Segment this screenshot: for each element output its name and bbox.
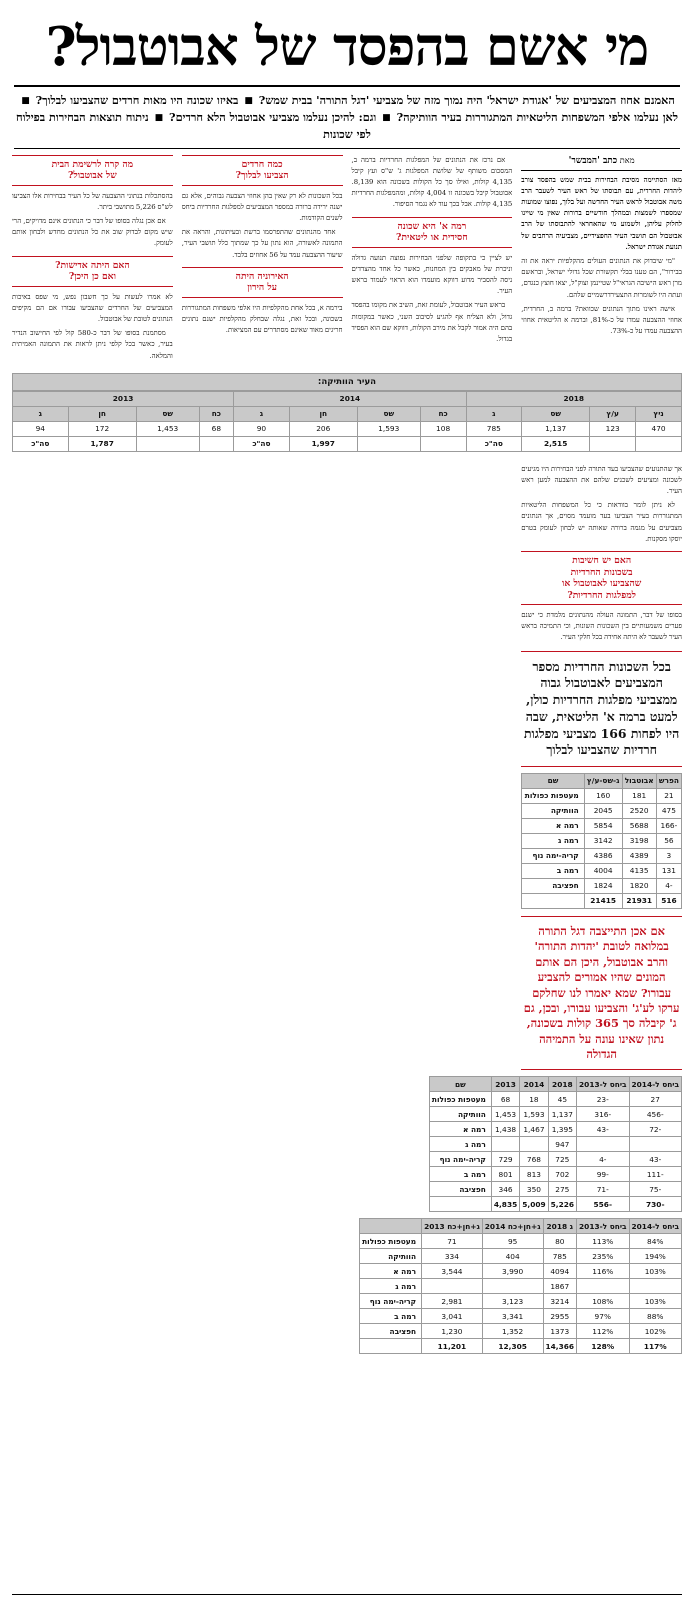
subhead-line-2: חסידית או ליטאית?: [396, 232, 468, 244]
cell-empty: [420, 436, 466, 451]
cell: 346: [491, 1182, 519, 1197]
paragraph: אישה ראינו מתוך הנתונים שכוואת? ברמה ב, החרדית, אחוזי ההצבעה עמדו על כ-81%, וברמה א הליטאית אחוזי ההצבעה עמדו על כ-73%.: [521, 304, 682, 336]
row-label: מעטפות כפולות: [429, 1092, 491, 1107]
cell: -23: [577, 1092, 629, 1107]
cell: 2045: [584, 803, 622, 818]
cell: 102%: [629, 1324, 681, 1339]
cell: 3,544: [422, 1264, 483, 1279]
paragraph: יש לציין כי בתקופה שלפני הבחירות נפוצה תנועה גדולה וניכרת של מאבקים בין המחנות, כאשר כל אחד מהצדדים ניסה להסביר מדוע דווקא מועמדו הוא הראוי לעמוד בראש העיר.: [351, 253, 513, 296]
cell-empty: [357, 436, 420, 451]
cell: 21415: [584, 893, 622, 908]
row-label: הוותיקה: [360, 1249, 422, 1264]
row-label: מעטפות כפולות: [522, 788, 584, 803]
table-row: [13, 436, 682, 451]
row-label: רמה א: [429, 1122, 491, 1137]
row-label: רמה ג: [429, 1137, 491, 1152]
cell: 108%: [577, 1294, 629, 1309]
table-row: [360, 1294, 682, 1309]
row-label: רמה ג: [360, 1279, 422, 1294]
year-group-2014: 2014: [234, 391, 466, 406]
cell: 5854: [584, 818, 622, 833]
row-label: [429, 1197, 491, 1212]
cell: 3,341: [482, 1309, 543, 1324]
deck-item-5: ניתוח תוצאות הבחירות בפילוח לפי שכונות: [16, 109, 371, 141]
cell: 3,123: [482, 1294, 543, 1309]
cell: [482, 1279, 543, 1294]
subhead-rama-alef: [352, 217, 513, 248]
cell: 131: [656, 863, 681, 878]
table-row: [522, 863, 682, 878]
masthead: [0, 0, 694, 149]
subhead-line-1: האירוניה היתה: [235, 270, 289, 282]
row-label: הוותיקה: [522, 803, 584, 818]
cell: 21931: [622, 893, 656, 908]
cell: -316: [577, 1107, 629, 1122]
subhead-line-2: ואם כן היכן?: [68, 271, 116, 283]
cell: 768: [520, 1152, 548, 1167]
cell: 3,990: [482, 1264, 543, 1279]
cell: 1,453: [136, 421, 199, 436]
table-row: [522, 788, 682, 803]
cell: 725: [548, 1152, 576, 1167]
table-shas-by-year: [429, 1076, 682, 1212]
pullquote-1: בכל השכונות החרדיות מספר המצביעים לאבוטבול גבוה ממצביעי מפלגות החרדיות כולן, למעט ברמה א' הליטאית, שבה היו לפחות 166 מצביעי מפלגות חרדיות שהצביעו לבלוך: [521, 651, 682, 767]
cell: 172: [68, 421, 136, 436]
col-header: שם: [522, 773, 584, 788]
table-row: [429, 1122, 681, 1137]
page-title: מי אשם בהפסד של אבוטבול?: [45, 16, 649, 78]
col-header: אבוטבול: [622, 773, 656, 788]
deck-separator-icon: ■: [382, 112, 391, 123]
row-label: חפציבה: [522, 878, 584, 893]
byline: [521, 155, 682, 171]
subhead-line-1: רמה א' היא שכונה: [397, 220, 467, 232]
col-label: כח: [199, 406, 234, 421]
cell: 90: [234, 421, 290, 436]
col-header: ביחס ל-2013: [577, 1219, 629, 1234]
subhead-line-1: האם היתה אדישות?: [55, 259, 130, 271]
deck-item-1: האמנם אחוז המצביעים של 'אגודת ישראל' היה נמוך מזה של מצביעי 'דגל התורה' בבית שמש?: [258, 92, 675, 107]
cell: [629, 1279, 681, 1294]
cell: 21: [656, 788, 681, 803]
col-label: כח: [420, 406, 466, 421]
table-row: [429, 1167, 681, 1182]
cell: 1824: [584, 878, 622, 893]
table-row: [360, 1279, 682, 1294]
cell: -4: [656, 878, 681, 893]
table-row: [360, 1219, 682, 1234]
cell: 45: [548, 1092, 576, 1107]
cell: 1867: [543, 1279, 577, 1294]
table-old-city: [12, 373, 682, 452]
total-label: סה"כ: [234, 436, 290, 451]
subhead-line-2: על הירון: [247, 282, 277, 294]
paragraph: מסתמנת בסופו של דבר כ-580 קול לפי החישוב הנדיר בעיר, כאשר בכל קלפי ניתן לראות את התמונה האמיתית והמלאה.: [12, 329, 173, 360]
cell: 5,009: [520, 1197, 548, 1212]
cell: 1,352: [482, 1324, 543, 1339]
table-row: [13, 406, 682, 421]
table-row: [429, 1182, 681, 1197]
cell: -111: [629, 1167, 681, 1182]
photo-frame: [0, 1281, 130, 1601]
footer-rule: [12, 1594, 682, 1595]
table-row: [429, 1197, 681, 1212]
col-label: שס: [357, 406, 420, 421]
cell: 4386: [584, 848, 622, 863]
col-header: ג-שס-ע/ץ: [584, 773, 622, 788]
article-columns: [12, 155, 682, 1361]
row-label: חפציבה: [360, 1324, 422, 1339]
table-percent-wrap: [362, 1218, 682, 1354]
cell: 4,835: [491, 1197, 519, 1212]
cell: [577, 1279, 629, 1294]
cell: 97%: [577, 1309, 629, 1324]
col-header: ג+חן+כח 2014: [482, 1219, 543, 1234]
subhead-line-4: למפלגות החרדיות?: [567, 589, 636, 601]
cell: 3: [656, 848, 681, 863]
paragraph: לא אמרו לעשות על כך חשבון נפש, מי שפס באיכות המצביעים של החרדים שהצביעו עבורו אם הם מקיפים הנתונים לטובת של אבוטבול.: [12, 292, 173, 323]
cell: 404: [482, 1249, 543, 1264]
table-body-t3: [429, 1092, 681, 1212]
col-header: ג+חן+כח 2013: [422, 1219, 483, 1234]
row-label: רמה ב: [522, 863, 584, 878]
cell: 1,395: [548, 1122, 576, 1137]
table-row: [522, 833, 682, 848]
article-body: [0, 149, 694, 1361]
subhead-line-2: הצביעו לבלוך?: [235, 170, 289, 182]
table-row: [360, 1234, 682, 1249]
table-row: [360, 1249, 682, 1264]
paragraph: בכל השכונות לא רק שאין בהן אחוזי הצבעה גבוהים, אלא גם ישנה ירידה ברורה במספר המצביעים למפלגות החרדיות ביחס לשנים הקודמות.: [181, 191, 343, 222]
paragraph: בירמה א, בכל אחת מהקלפיות היו אלפי משפחות המתגוררות בשכונה, ובכל זאת, נגלה שבחלק מהקלפיות ישנם נתונים חריגים מאוד שאינם מסתדרים עם המציאות.: [181, 303, 343, 335]
col-label: ניץ: [636, 406, 682, 421]
paragraph: בסופו של דבר, התמונה העולה מהנתונים מלמדת כי ישנם פערים משמעותיים בין השכונות השונות, וכי התמיכה בראש העיר לשעבר לא היתה אחידה בכל חלקי העיר.: [521, 611, 682, 642]
cell: 181: [622, 788, 656, 803]
table-body-t4: [360, 1234, 682, 1354]
cell: 470: [636, 421, 682, 436]
col-label: ע/ץ: [590, 406, 636, 421]
cell: 813: [520, 1167, 548, 1182]
table-body-t2: [522, 788, 682, 908]
table-party-vs-abutbul: [521, 773, 682, 909]
table-old-city-wrap: [12, 368, 682, 457]
cell: 5,226: [548, 1197, 576, 1212]
deck-separator-icon: ■: [21, 95, 30, 106]
cell: -43: [629, 1152, 681, 1167]
cell: -72: [629, 1122, 681, 1137]
table-row: [13, 391, 682, 406]
col-label: ג: [13, 406, 69, 421]
cell: 475: [656, 803, 681, 818]
cell: 160: [584, 788, 622, 803]
row-label: חפציבה: [429, 1182, 491, 1197]
cell: 785: [466, 421, 522, 436]
cell: 729: [491, 1152, 519, 1167]
row-label: רמה א: [522, 818, 584, 833]
col-header: שם: [429, 1077, 491, 1092]
cell: 801: [491, 1167, 519, 1182]
deck-summary: [14, 87, 680, 148]
cell: 116%: [577, 1264, 629, 1279]
table-row: [522, 803, 682, 818]
cell: 1820: [622, 878, 656, 893]
col-label: חן: [68, 406, 136, 421]
cell: 516: [656, 893, 681, 908]
table-row: [360, 1264, 682, 1279]
cell: 235%: [577, 1249, 629, 1264]
cell: 2,981: [422, 1294, 483, 1309]
deck-separator-icon: ■: [244, 95, 253, 106]
cell: 3214: [543, 1294, 577, 1309]
row-label: [360, 1339, 422, 1354]
col-label: ג: [466, 406, 522, 421]
cell: 14,366: [543, 1339, 577, 1354]
cell: 113%: [577, 1234, 629, 1249]
byline-prefix: מאת: [619, 154, 635, 165]
table-old-city-title: העיר הוותיקה:: [12, 373, 682, 391]
cell: 1,467: [520, 1122, 548, 1137]
row-label: רמה א: [360, 1264, 422, 1279]
col-label: ג: [234, 406, 290, 421]
cell: 947: [548, 1137, 576, 1152]
cell: 5688: [622, 818, 656, 833]
col-header: 2018: [548, 1077, 576, 1092]
table-row: [429, 1107, 681, 1122]
cell: 12,305: [482, 1339, 543, 1354]
table-shas-by-year-wrap: [431, 1076, 682, 1212]
col-label: חן: [289, 406, 357, 421]
cell: 71: [422, 1234, 483, 1249]
cell: 18: [520, 1092, 548, 1107]
subhead-abutbul-list: [12, 155, 173, 186]
col-header: ביחס ל-2013: [577, 1077, 629, 1092]
table-row: [522, 818, 682, 833]
col-header: ביחס ל-2014: [629, 1219, 681, 1234]
cell: 206: [289, 421, 357, 436]
cell: 68: [199, 421, 234, 436]
subhead-line-1: כמה חרדים: [241, 158, 283, 170]
cell: [577, 1137, 629, 1152]
row-label: קריה-ימה נוף: [522, 848, 584, 863]
cell: [520, 1137, 548, 1152]
paragraph: בהסתכלות בנתוני ההצבעה של כל העיר בבחירות אלו הצביעו לש"ס 5,226 מתושבי ביתר.: [12, 191, 173, 211]
cell: 4389: [622, 848, 656, 863]
cell: 108: [420, 421, 466, 436]
row-label: [522, 893, 584, 908]
cell: 4135: [622, 863, 656, 878]
cell: 103%: [629, 1264, 681, 1279]
cell: 1,137: [522, 421, 590, 436]
table-row: [522, 893, 682, 908]
paragraph: אך שהתנועים שהצביעו בעד התורה לפני הבחירות היו מגיעים לשכונה ומציעים לשכנים שלהם את ההצבעה למען ראש העיר.: [521, 464, 682, 496]
deck-item-4: וגם: להיכן נעלמו מצביעי אבוטבול הלא חרדים?: [169, 109, 377, 124]
row-label: קריה-ימה נוף: [429, 1152, 491, 1167]
cell: 128%: [577, 1339, 629, 1354]
cell: 4004: [584, 863, 622, 878]
col-header: [360, 1219, 422, 1234]
cell: 84%: [629, 1234, 681, 1249]
cell: 1,438: [491, 1122, 519, 1137]
cell: 94: [13, 421, 69, 436]
paragraph: בראש העיר אבוטבול, לעומת זאת, השיב את מקומו בהפסד גדול, ולא הצליח אף להגיע לסיבוב השני, כאשר במקומות בהם היה אמור לקבל את מירב הקולות, דווקא שם הוא הפסיד בגדול.: [351, 301, 513, 343]
col-header: 2014: [520, 1077, 548, 1092]
subhead-apathy: [12, 256, 173, 287]
deck-separator-icon: ■: [154, 112, 164, 123]
subhead-line-1: האם יש חשיבות: [572, 555, 632, 566]
cell: 80: [543, 1234, 577, 1249]
cell: 1,137: [548, 1107, 576, 1122]
table-row: [522, 848, 682, 863]
cell: 88%: [629, 1309, 681, 1324]
row-label: רמה ג: [522, 833, 584, 848]
cell: 68: [491, 1092, 519, 1107]
table-row: [429, 1152, 681, 1167]
cell: 350: [520, 1182, 548, 1197]
cell: [422, 1279, 483, 1294]
cell: -556: [577, 1197, 629, 1212]
table-row: [522, 878, 682, 893]
table-row: [360, 1309, 682, 1324]
col-header: ג 2018: [543, 1219, 577, 1234]
cell: 103%: [629, 1294, 681, 1309]
year-group-2013: 2013: [13, 391, 234, 406]
paragraph: "מי שיבדוק את הנתונים העולים מהקלפיות יראה את זה בבירור", הם טענו בבלי תקשורת שכל גדולי ישראל, ובראשם מרן ראש הישיבה הגראי"ל שטיינמן וצוק"ל, יצאו חוצץ כנגדם, ועתה היו לשומרות התצעירדרשמיים שלהם.: [521, 256, 682, 299]
row-label: הוותיקה: [429, 1107, 491, 1122]
cell: -99: [577, 1167, 629, 1182]
paragraph: אחד מהנתונים שהתפרסמו ברשת ובעיתונות, והראה את התמונה לאשורה, הוא נתון על כך שמתוך כלל תושבי העיר, שיעור ההצבעה עמד על 56 אחוזים בלבד.: [181, 228, 343, 259]
cell: 123: [590, 421, 636, 436]
table-party-vs-abutbul-wrap: [521, 773, 682, 909]
table-row: [13, 421, 682, 436]
col-label: שס: [522, 406, 590, 421]
pullquote-2: אם אכן התייצבה דגל התורה במלואה לטובת 'יהדות התורה' והרב אבוטבול, היכן הם אותם המונים שהיו אמורים להצביע עבורו? שמא יאמרו לנו שחלקם ערקו לע'ג' והצביעו עבורו, ובכן, גם ג' קיבלה סך 365 קולות בשכונה, נתון שאינו עונה על התמיהה הגדולה: [521, 916, 682, 1071]
cell: 275: [548, 1182, 576, 1197]
deck-item-3: לאן נעלמו אלפי המשפחות הליטאיות המתגוררות בעיר הוותיקה?: [396, 109, 678, 124]
row-label: מעטפות כפולות: [360, 1234, 422, 1249]
cell-empty: [136, 436, 199, 451]
cell: -730: [629, 1197, 681, 1212]
deck-item-2: באיזו שכונה היו מאות חרדים שהצביעו לבלוך?: [35, 92, 239, 107]
cell: 2955: [543, 1309, 577, 1324]
cell: 11,201: [422, 1339, 483, 1354]
cell-empty: [636, 436, 682, 451]
cell: [629, 1137, 681, 1152]
table-row: [429, 1077, 681, 1092]
row-label: רמה ב: [360, 1309, 422, 1324]
table-row: [360, 1339, 682, 1354]
paragraph: מאז הסתיימה מסיבת הבחירות בבית שמש בהפסד צורב ליהדות החרדית, עם תבוסתו של ראש העיר לשעבר הרב משה אבוטבול לראש העיר החדשה ועל בלוך, נפוצו שמועות שמספרו לשמצות ובמהלך חודשיים ברורות שאין מי שיינו לחלוק עליהן, ולשמוע מי שהאחראי להתבוסתו של הרב אבוטבול הם תושבי העיר החפצידיים, מצביעיה הרחבים של תנועת אגודת ישראל.: [521, 175, 682, 251]
col-header: 2013: [491, 1077, 519, 1092]
table-row: [429, 1137, 681, 1152]
subhead-importance: [521, 551, 682, 605]
total-label: סה"כ: [13, 436, 69, 451]
cell: 194%: [629, 1249, 681, 1264]
cell: 2520: [622, 803, 656, 818]
cell: 27: [629, 1092, 681, 1107]
paragraph: אם אכן נגלה בסופו של דבר כי הנתונים אינם מדויקים, הרי שיש מקום לבדוק שוב את כל הנתונים מחדש ולבחון אותם לעומק.: [12, 217, 173, 248]
subhead-line-2: של אבוטבול?: [68, 170, 117, 182]
cell: -166: [656, 818, 681, 833]
cell: 112%: [577, 1324, 629, 1339]
cell: 3142: [584, 833, 622, 848]
total-label: סה"כ: [466, 436, 522, 451]
cell: 785: [543, 1249, 577, 1264]
cell: 334: [422, 1249, 483, 1264]
table-row: [429, 1092, 681, 1107]
total-2013: 1,787: [68, 436, 136, 451]
cell: -43: [577, 1122, 629, 1137]
table-row: [360, 1324, 682, 1339]
total-2014: 1,997: [289, 436, 357, 451]
cell-empty: [590, 436, 636, 451]
paragraph: לא ניתן לומר בוודאות כי כל המשפחות הליטאיות המתגוררות בעיר הצביעו בעד מועמד מסוים, אך הנתונים מצביעים על מגמה ברורה שאותה יש לבחון לעומק בטרם יוסקו מסקנות.: [521, 501, 682, 543]
cell: 4094: [543, 1264, 577, 1279]
cell: 1,453: [491, 1107, 519, 1122]
subhead-line-2: בשכונות החרדיות: [570, 566, 633, 578]
cell: 56: [656, 833, 681, 848]
table-row: [522, 773, 682, 788]
cell: 702: [548, 1167, 576, 1182]
cell: 117%: [629, 1339, 681, 1354]
cell: 1373: [543, 1324, 577, 1339]
paragraph: אם נרכז את הנתונים של המפלגות החרדיות ברמה ב, המסכום משותף של שלושת המפלגות ג' ש"ס ועץ קיבל 4,135 קולות, ואילו סך כל הקולות בשכונה הוא 8,139. אבוטבול קיבל בשכונה זו 4,004 קולות, ומהמפלגות החרדיות 4,135 קולות. אבל בכך עוד לא נגמר הסיפור.: [351, 155, 513, 209]
row-label: קריה-ימה נוף: [360, 1294, 422, 1309]
table-percent: [359, 1218, 682, 1354]
cell: 1,230: [422, 1324, 483, 1339]
cell: -71: [577, 1182, 629, 1197]
col-label: שס: [136, 406, 199, 421]
cell: 3,041: [422, 1309, 483, 1324]
col-header: ביחס ל-2014: [629, 1077, 681, 1092]
cell-empty: [199, 436, 234, 451]
cell: 1,593: [357, 421, 420, 436]
subhead-how-many-haredim: [182, 155, 343, 186]
cell: 3198: [622, 833, 656, 848]
total-2018: 2,515: [522, 436, 590, 451]
row-label: רמה ב: [429, 1167, 491, 1182]
cell: 95: [482, 1234, 543, 1249]
cell: -75: [629, 1182, 681, 1197]
year-group-2018: 2018: [466, 391, 681, 406]
byline-author: כתב 'המבשר': [568, 155, 618, 166]
subhead-line-3: שהצביעו לאבוטבול או: [562, 578, 642, 589]
cell: 1,593: [520, 1107, 548, 1122]
cell: -456: [629, 1107, 681, 1122]
subhead-line-1: מה קרה לרשימת הבית: [51, 158, 134, 170]
cell: -4: [577, 1152, 629, 1167]
col-header: הפרש: [656, 773, 681, 788]
cell: [491, 1137, 519, 1152]
subhead-irony: [182, 267, 343, 298]
blurred-photo: [0, 1281, 130, 1601]
